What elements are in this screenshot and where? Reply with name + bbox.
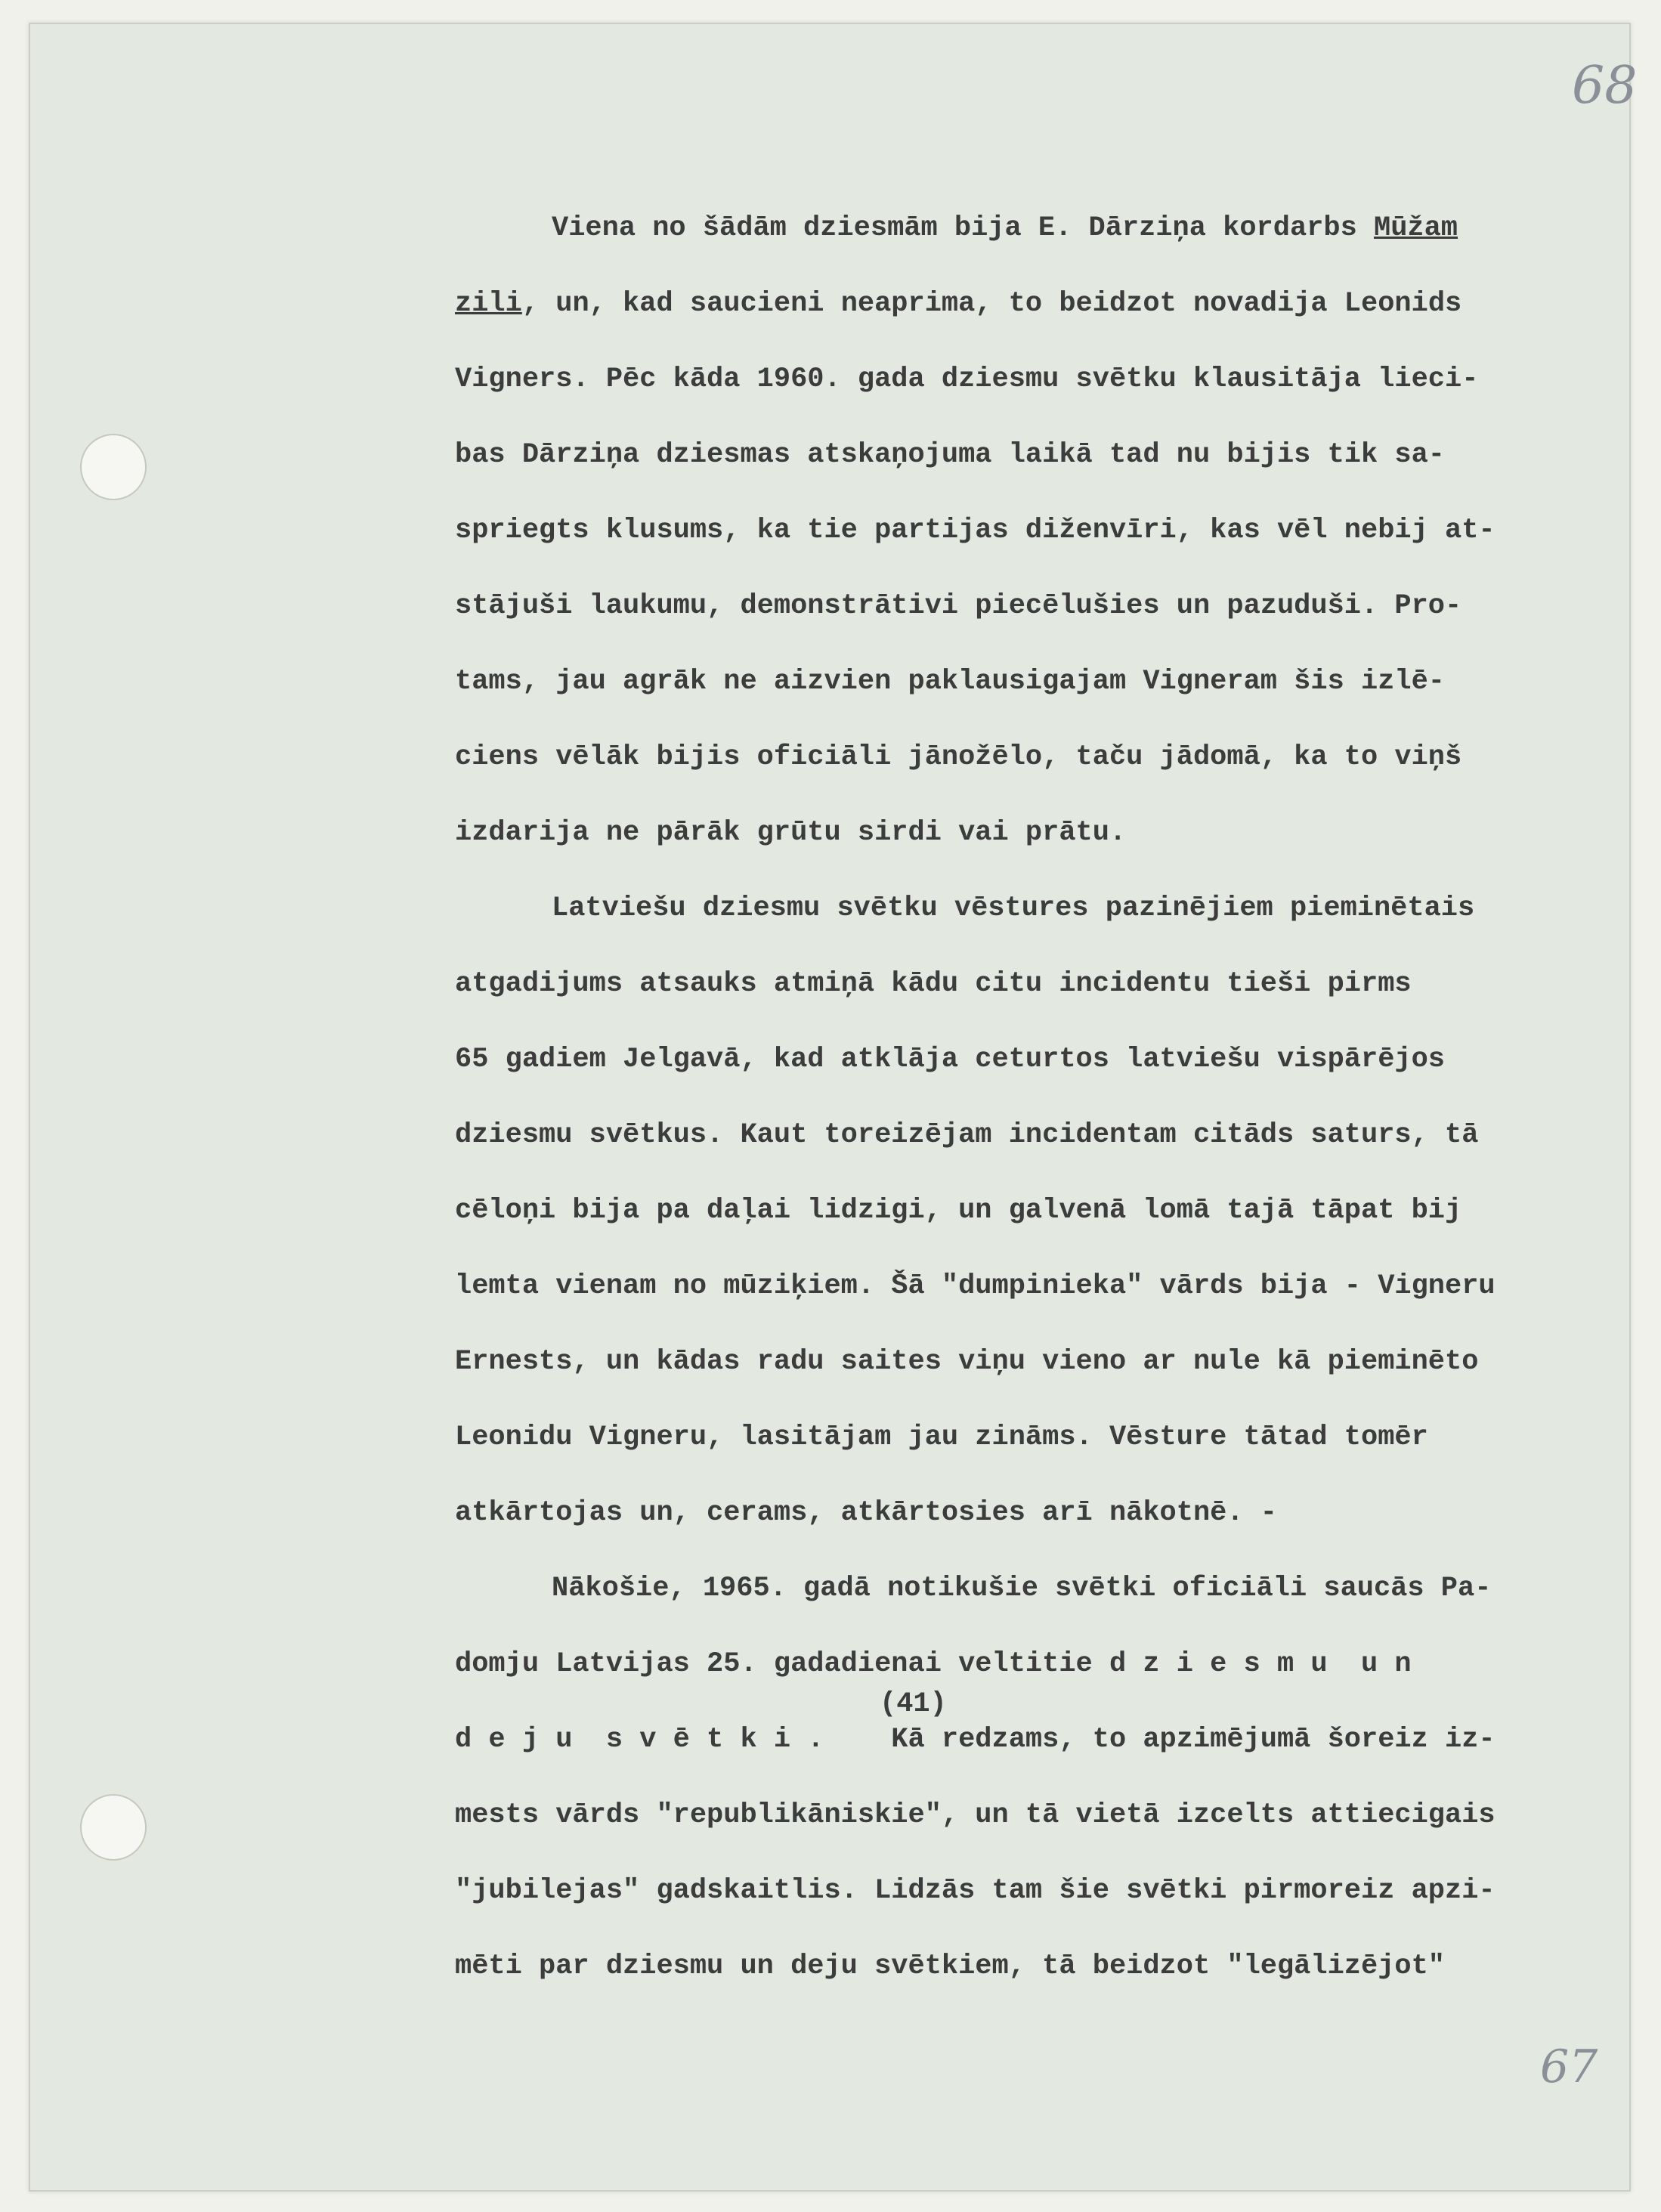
text-line: atgadijums atsauks atmiņā kādu citu incidentu tieši pirms: [455, 968, 1412, 1000]
text-line: 65 gadiem Jelgavā, kad atklāja ceturtos latviešu vispārējos: [455, 1044, 1446, 1075]
text-segment: , un, kad saucieni neaprima, to beidzot novadija Leonids: [521, 288, 1462, 320]
text-line: dziesmu svētkus. Kaut toreizējam incidentam citāds saturs, tā: [455, 1119, 1479, 1151]
document-page: [29, 23, 1638, 2192]
underlined-title: zili: [455, 288, 522, 320]
underlined-title: Mūžam: [1373, 212, 1458, 244]
text-line: "jubilejas" gadskaitlis. Lidzās tam šie svētki pirmoreiz apzi-: [455, 1875, 1496, 1907]
text-line: [455, 266, 1619, 342]
text-line: [455, 190, 1619, 266]
text-segment: Viena no šādām dziesmām bija E. Dārziņa kordarbs: [552, 212, 1374, 244]
text-line: ciens vēlāk bijis oficiāli jānožēlo, taču jādomā, ka to viņš: [455, 741, 1462, 773]
text-line: lemta vienam no mūziķiem. Šā "dumpinieka" vārds bija - Vigneru: [455, 1270, 1496, 1302]
text-line: mests vārds "republikāniskie", un tā vietā izcelts attiecigais: [455, 1799, 1496, 1831]
punch-hole: [80, 1794, 147, 1861]
text-line: domju Latvijas 25. gadadienai veltitie d z i e s m u u n: [455, 1648, 1412, 1680]
text-line: mēti par dziesmu un deju svētkiem, tā beidzot "legālizējot": [455, 1951, 1446, 1982]
text-line: Latviešu dziesmu svētku vēstures pazinējiem pieminētais: [552, 893, 1475, 924]
text-line: Vigners. Pēc kāda 1960. gada dziesmu svētku klausitāja lieci-: [455, 364, 1479, 395]
text-line: Leonidu Vigneru, lasitājam jau zināms. Vēsture tātad tomēr: [455, 1422, 1428, 1453]
text-line: d e j u s v ē t k i . Kā redzams, to apzimējumā šoreiz iz-: [455, 1724, 1496, 1756]
text-line: atkārtojas un, cerams, atkārtosies arī nākotnē. -: [455, 1497, 1277, 1529]
text-line: tams, jau agrāk ne aizvien paklausigajam Vigneram šis izlē-: [455, 666, 1446, 698]
page-number-bottom: 67: [1540, 2040, 1598, 2093]
text-line: stājuši laukumu, demonstrātivi piecēlušies un pazuduši. Pro-: [455, 590, 1462, 622]
punch-hole: [80, 434, 147, 500]
typewritten-text: [455, 190, 1619, 2004]
text-line: Nākošie, 1965. gadā notikušie svētki oficiāli saucās Pa-: [552, 1573, 1492, 1604]
text-line: Ernests, un kādas radu saites viņu vieno ar nule kā pieminēto: [455, 1346, 1479, 1378]
text-line: bas Dārziņa dziesmas atskaņojuma laikā tad nu bijis tik sa-: [455, 439, 1446, 471]
text-line: izdarija ne pārāk grūtu sirdi vai prātu.: [455, 817, 1127, 849]
footnote-marker: (41): [880, 1688, 947, 1720]
text-line: cēloņi bija pa daļai lidzigi, un galvenā lomā tajā tāpat bij: [455, 1195, 1462, 1227]
page-number-top: 68: [1572, 56, 1638, 116]
text-line: spriegts klusums, ka tie partijas diženvīri, kas vēl nebij at-: [455, 515, 1496, 546]
